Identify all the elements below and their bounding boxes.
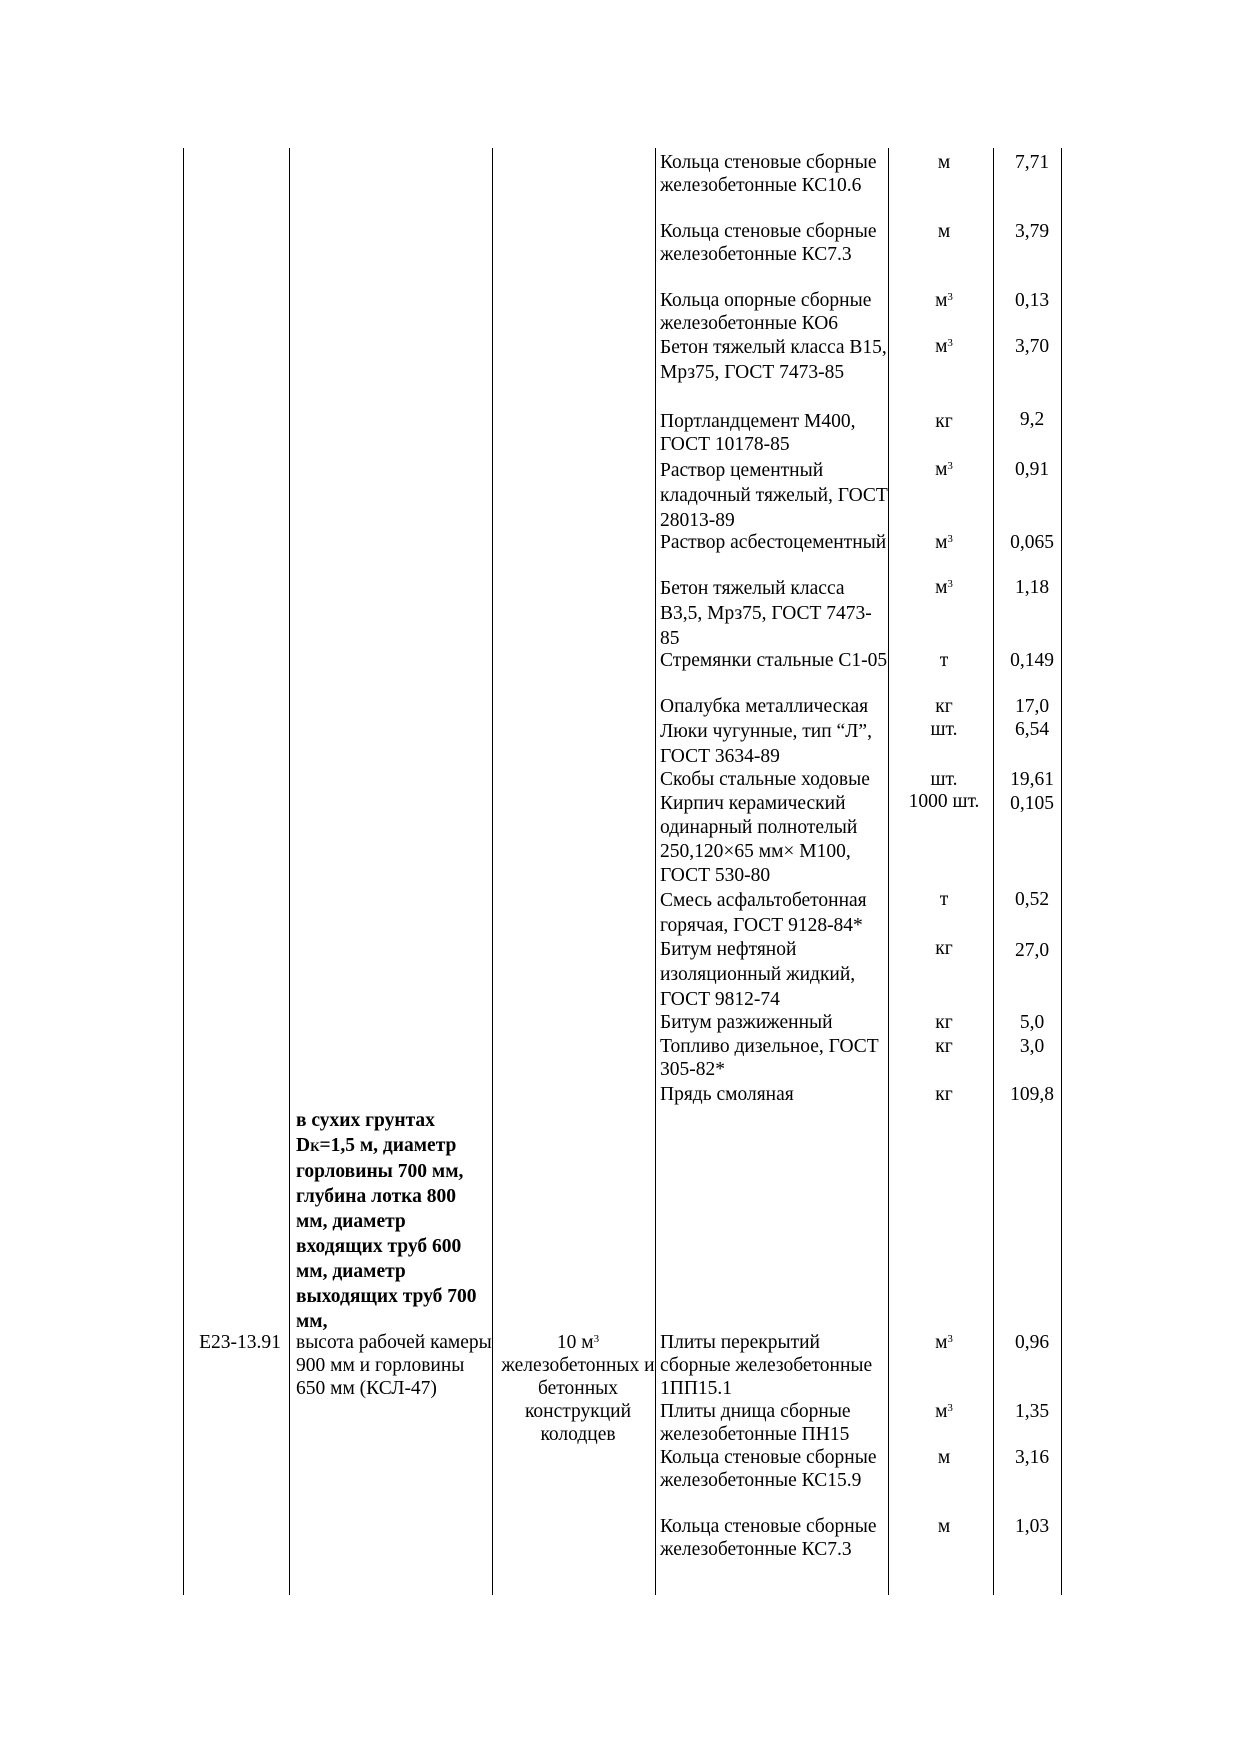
material-name: Портландцемент М400, ГОСТ 10178-85: [660, 411, 856, 455]
material-name: Стремянки стальные С1-05: [660, 650, 888, 671]
material-name: Раствор асбестоцементный: [660, 532, 887, 553]
material-name: Кольца стеновые сборные железобетонные КС10.6: [660, 152, 877, 196]
material-name: Скобы стальные ходовые: [660, 769, 870, 790]
norm-measure-text: 10 $м^3$ железобетонных и бетонных конструкций колодцев: [501, 1332, 655, 1445]
table-rule: [289, 148, 290, 1595]
material-quantity: 3,16: [1014, 1447, 1050, 1468]
material-name: Кольца стеновые сборные железобетонные КС15.9: [660, 1447, 877, 1491]
material-name: Плиты перекрытий сборные железобетонные 1ПП15.1: [660, 1332, 873, 1399]
material-unit: кг: [935, 1012, 953, 1033]
norm-code: Е23-13.91: [199, 1332, 281, 1353]
material-quantity: 3,79: [1014, 221, 1050, 242]
material-unit: кг: [935, 1036, 953, 1057]
material-unit: шт.: [930, 719, 958, 740]
material-quantity: 5,0: [1019, 1012, 1045, 1033]
material-name: Кольца стеновые сборные железобетонные КС7.3: [660, 221, 877, 265]
material-name: Прядь смоляная: [660, 1084, 794, 1105]
material-unit: $м^3$: [935, 577, 953, 598]
material-name: Люки чугунные, тип “Л”, ГОСТ 3634-89: [660, 721, 872, 767]
section-heading: в сухих грунтах DК=1,5 м, диаметр горловины 700 мм, глубина лотка 800 мм, диаметр входящих труб 600 мм, диаметр выходящих труб 700 мм,: [296, 1110, 477, 1332]
norm-description: высота рабочей камеры 900 мм и горловины 650 мм (КСЛ-47): [296, 1332, 492, 1399]
material-name: Битум разжиженный: [660, 1012, 833, 1033]
material-quantity: 1,03: [1014, 1516, 1050, 1537]
material-quantity: 0,96: [1014, 1332, 1050, 1353]
material-unit: $м^3$: [935, 532, 953, 553]
material-name: Топливо дизельное, ГОСТ 305-82*: [660, 1036, 879, 1080]
material-name: Кирпич керамический одинарный полнотелый 250,120×65 мм× М100, ГОСТ 530-80: [660, 793, 858, 886]
material-name: Плиты днища сборные железобетонные ПН15: [660, 1401, 851, 1445]
material-quantity: 27,0: [1014, 940, 1050, 961]
material-quantity: 6,54: [1014, 719, 1050, 740]
material-unit: $м^3$: [935, 336, 953, 357]
table-rule: [183, 148, 184, 1595]
material-name: Опалубка металлическая: [660, 696, 869, 717]
material-name: Бетон тяжелый класса В15, Мрз75, ГОСТ 7473-85: [660, 337, 887, 383]
material-quantity: 0,91: [1014, 459, 1050, 480]
material-name: Кольца опорные сборные железобетонные КО6: [660, 290, 872, 334]
material-name: Смесь асфальтобетонная горячая, ГОСТ 9128-84*: [660, 890, 867, 936]
material-unit: $м^3$: [935, 459, 953, 480]
material-unit: кг: [935, 1084, 953, 1105]
material-unit: м: [937, 152, 951, 173]
material-quantity: 3,70: [1014, 336, 1050, 357]
material-quantity: 0,13: [1014, 290, 1050, 311]
material-unit: кг: [935, 938, 953, 959]
material-quantity: 0,149: [1010, 650, 1054, 671]
material-unit: кг: [935, 411, 953, 432]
material-quantity: 3,0: [1019, 1036, 1045, 1057]
table-rule: [993, 148, 994, 1595]
material-name: Кольца стеновые сборные железобетонные КС7.3: [660, 1516, 877, 1560]
material-name: Бетон тяжелый класса В3,5, Мрз75, ГОСТ 7473-85: [660, 578, 872, 649]
material-unit: $м^3$: [935, 290, 953, 311]
table-rule: [1061, 148, 1062, 1595]
material-quantity: 0,065: [1010, 532, 1054, 553]
material-quantity: 1,35: [1014, 1401, 1050, 1422]
material-unit: $м^3$: [935, 1401, 953, 1422]
material-unit: т: [939, 889, 949, 910]
material-quantity: 1,18: [1014, 577, 1050, 598]
material-unit: м: [937, 221, 951, 242]
material-name: Раствор цементный кладочный тяжелый, ГОСТ 28013-89: [660, 460, 888, 531]
material-unit: кг: [935, 696, 953, 717]
material-quantity: 0,105: [1010, 793, 1054, 814]
material-quantity: 0,52: [1014, 889, 1050, 910]
material-quantity: 109,8: [1010, 1084, 1054, 1105]
material-quantity: 17,0: [1014, 696, 1050, 717]
material-unit: м: [937, 1516, 951, 1537]
material-unit: м: [937, 1447, 951, 1468]
material-unit: $м^3$: [935, 1332, 953, 1353]
material-quantity: 9,2: [1019, 409, 1045, 430]
material-unit: 1000 шт.: [908, 791, 980, 812]
material-quantity: 19,61: [1010, 769, 1054, 790]
norm-measure: [498, 1331, 658, 1446]
material-name: Битум нефтяной изоляционный жидкий, ГОСТ 9812-74: [660, 939, 856, 1010]
material-unit: шт.: [930, 769, 958, 790]
material-quantity: 7,71: [1014, 152, 1050, 173]
material-unit: т: [939, 650, 949, 671]
